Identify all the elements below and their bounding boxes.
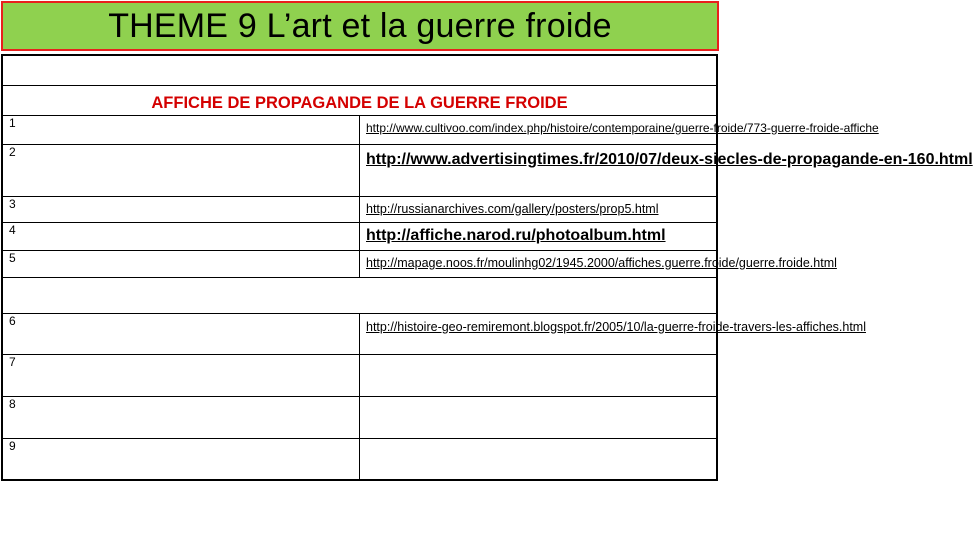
link-cell xyxy=(360,354,718,396)
table-row xyxy=(2,115,717,144)
table-row xyxy=(2,354,717,396)
row-number: 6 xyxy=(2,313,360,354)
url-link[interactable]: http://affiche.narod.ru/photoalbum.html xyxy=(366,226,666,244)
row-number: 9 xyxy=(2,438,360,480)
table-header-row xyxy=(2,85,717,115)
link-cell xyxy=(360,396,718,438)
link-cell xyxy=(360,313,866,354)
slide-title-bar xyxy=(1,1,719,51)
table-row xyxy=(2,196,717,222)
slide-title: THEME 9 L’art et la guerre froide xyxy=(108,6,612,45)
row-number: 7 xyxy=(2,354,360,396)
table-empty-row xyxy=(2,277,717,313)
table-row xyxy=(2,313,717,354)
row-number: 5 xyxy=(2,250,360,277)
table-row xyxy=(2,250,717,277)
link-cell xyxy=(360,115,879,144)
table-header: AFFICHE DE PROPAGANDE DE LA GUERRE FROIDE xyxy=(2,85,717,115)
link-cell xyxy=(360,144,973,196)
row-number: 2 xyxy=(2,144,360,196)
row-number: 8 xyxy=(2,396,360,438)
url-link[interactable]: http://histoire-geo-remiremont.blogspot.fr/2005/10/la-guerre-froide-travers-les-affiches.html xyxy=(366,319,866,334)
table-row xyxy=(2,144,717,196)
table-row xyxy=(2,222,717,250)
empty-cell xyxy=(2,277,717,313)
table-spacer-row xyxy=(2,55,717,85)
row-number: 3 xyxy=(2,196,360,222)
table-row xyxy=(2,438,717,480)
url-link[interactable]: http://russianarchives.com/gallery/posters/prop5.html xyxy=(366,201,659,216)
link-cell xyxy=(360,222,718,250)
link-cell xyxy=(360,438,718,480)
url-link[interactable]: http://mapage.noos.fr/moulinhg02/1945.2000/affiches.guerre.froide/guerre.froide.html xyxy=(366,255,837,270)
url-link[interactable]: http://www.advertisingtimes.fr/2010/07/deux-siecles-de-propagande-en-160.html xyxy=(366,150,973,168)
spacer-cell xyxy=(2,55,717,85)
link-cell xyxy=(360,250,837,277)
row-number: 1 xyxy=(2,115,360,144)
links-table xyxy=(1,54,973,481)
url-link[interactable]: http://www.cultivoo.com/index.php/histoire/contemporaine/guerre-froide/773-guerre-froide-affiche xyxy=(366,120,879,135)
table-row xyxy=(2,396,717,438)
row-number: 4 xyxy=(2,222,360,250)
link-cell xyxy=(360,196,718,222)
